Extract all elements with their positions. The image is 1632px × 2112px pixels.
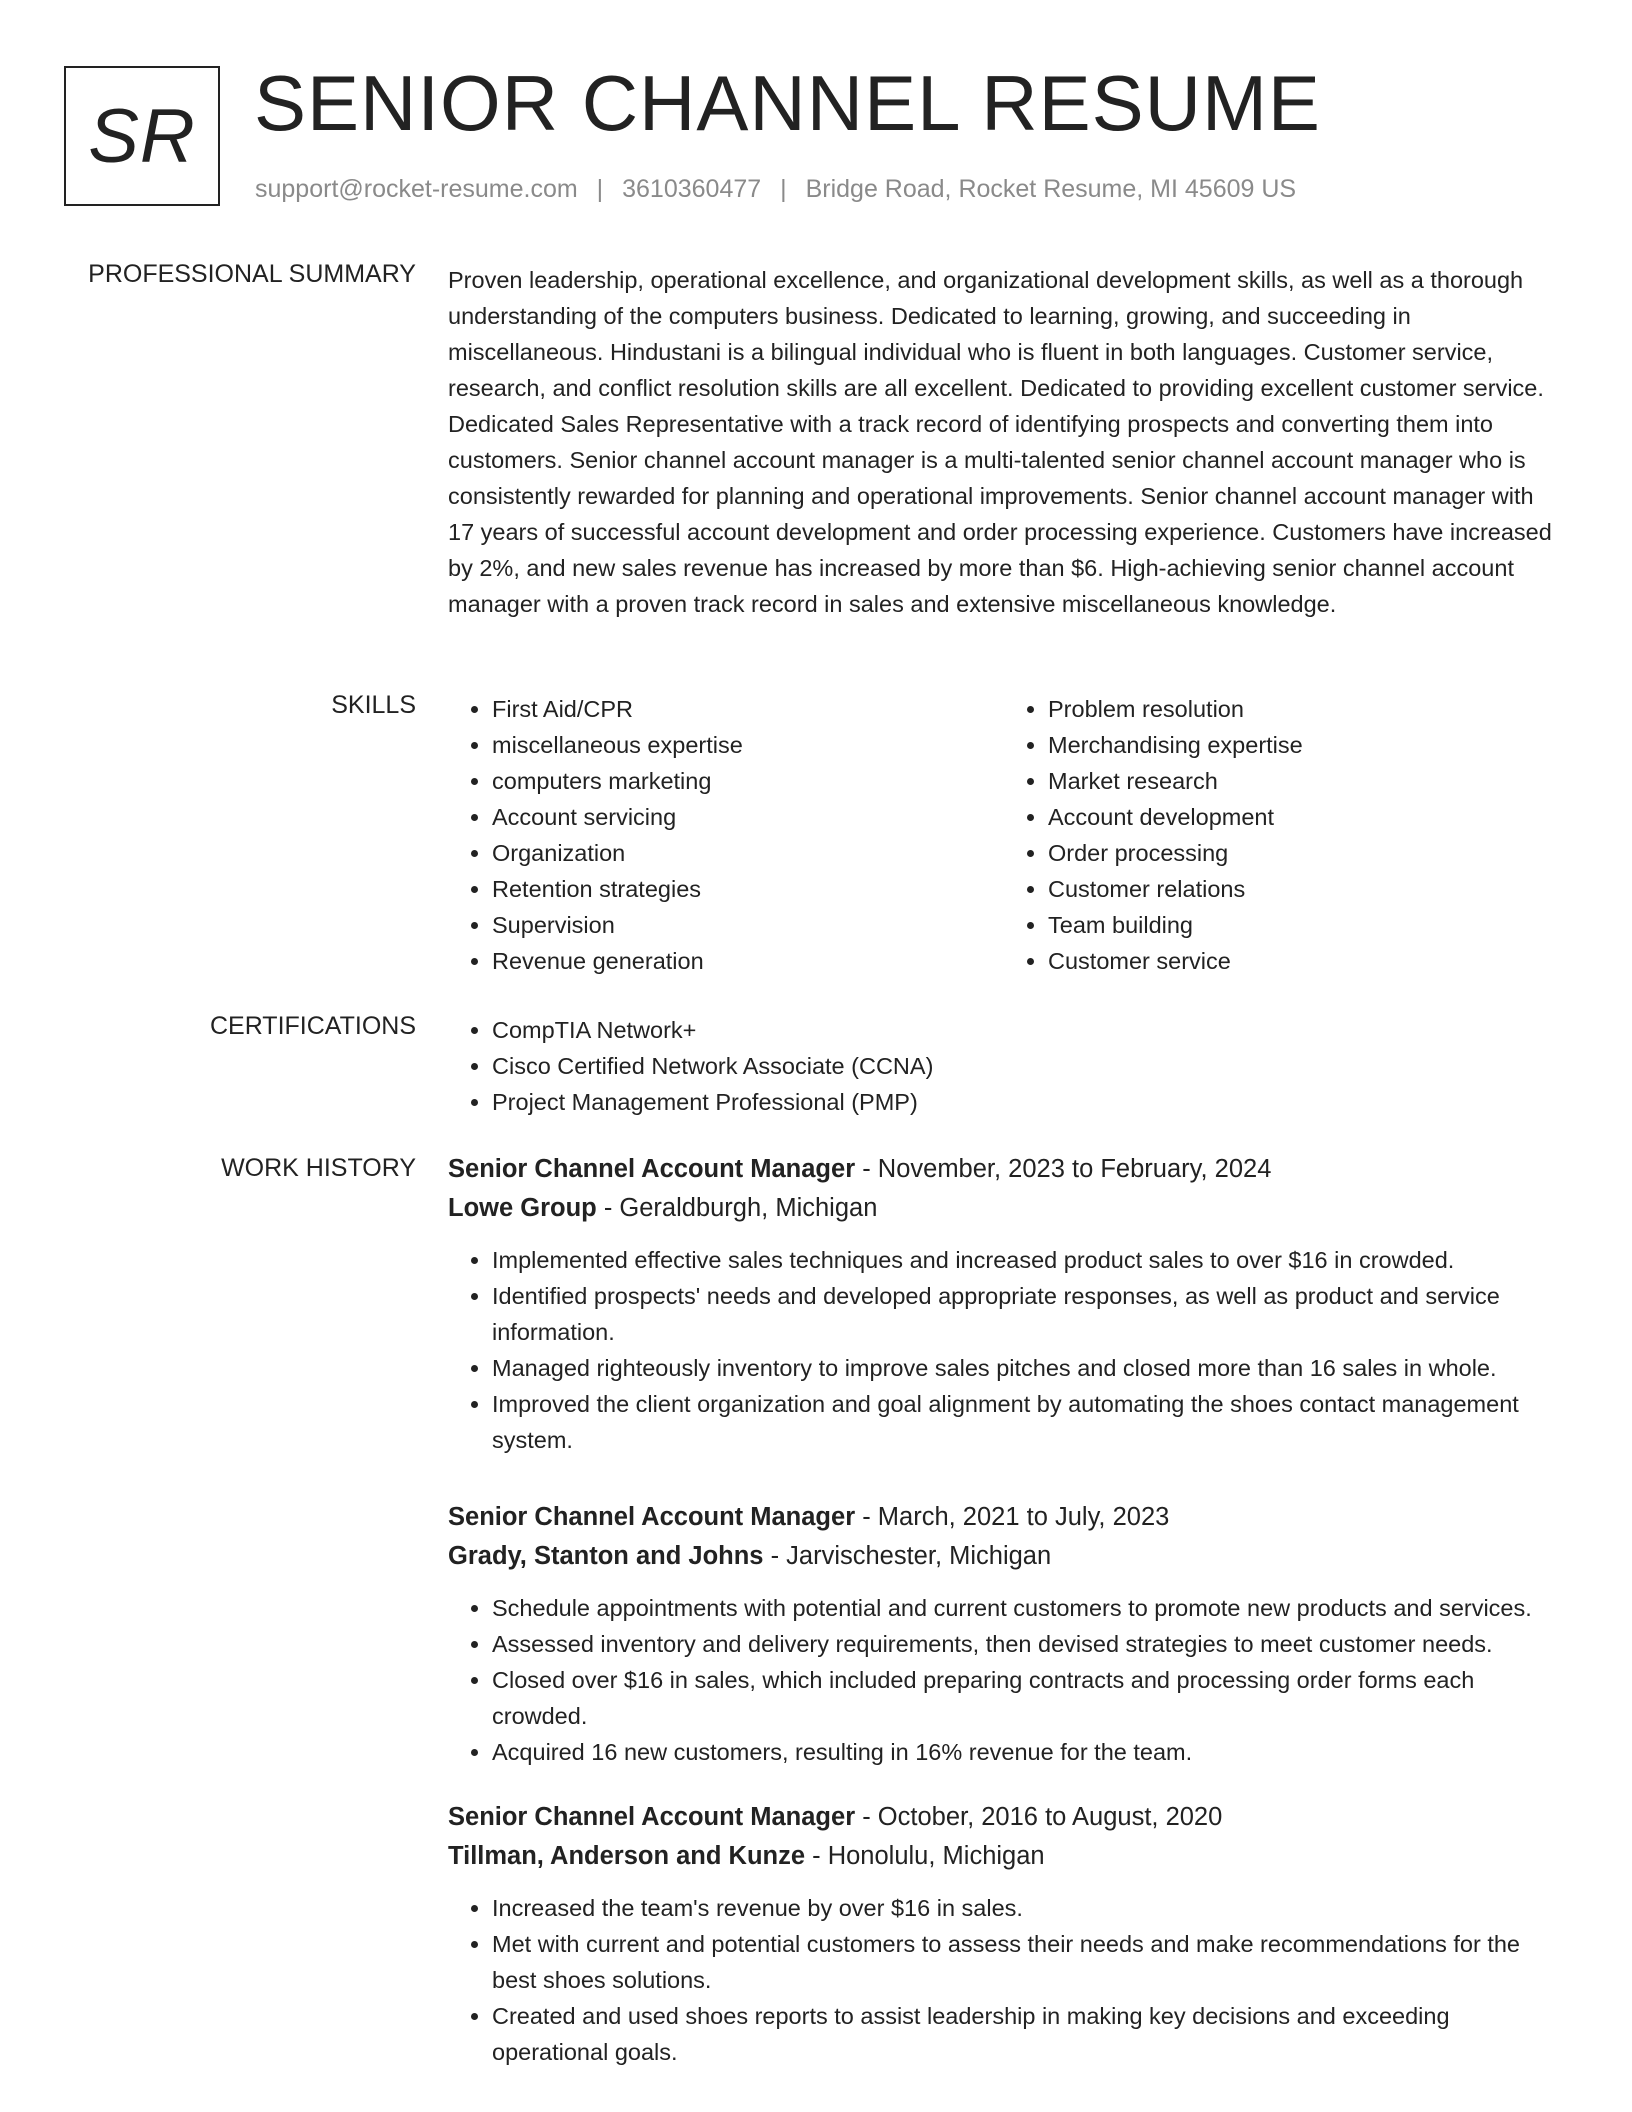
contact-email[interactable]: support@rocket-resume.com [255,175,578,203]
job-dates: - October, 2016 to August, 2020 [855,1803,1223,1831]
job-location: - Honolulu, Michigan [805,1842,1045,1870]
certification-item: • Cisco Certified Network Associate (CCNA) [492,1048,1560,1084]
skill-item: • computers marketing [492,763,1004,799]
job-bullet: • Improved the client organization and goal alignment by automating the shoes contact management system. [492,1386,1560,1458]
contact-phone[interactable]: 3610360477 [622,175,762,203]
skill-item: • Organization [492,835,1004,871]
job-company-line [448,1189,1560,1228]
job-title-line [448,1150,1560,1189]
summary-text: Proven leadership, operational excellence, and organizational development skills, as well as a thorough understanding of the computers business. Dedicated to learning, growing, and succeeding in miscellaneous. Hindustani is a bilingual individual who is fluent in both languages. Customer service, research, and conflict resolution skills are all excellent. Dedicated to providing excellent customer service. Dedicated Sales Representative with a track record of identifying prospects and converting them into customers. Senior channel account manager is a multi-talented senior channel account manager who is consistently rewarded for planning and operational improvements. Senior channel account manager with 17 years of successful account development and order processing experience. Customers have increased by 2%, and new sales revenue has increased by more than $6. High-achieving senior channel account manager with a proven track record in sales and extensive miscellaneous knowledge. [448,267,1552,617]
job-title-line [448,1498,1560,1537]
skill-item: • Account servicing [492,799,1004,835]
job-company: Lowe Group [448,1194,597,1222]
skill-item: • Account development [1048,799,1560,835]
job-company-line [448,1837,1560,1876]
job-bullets [448,1590,1560,1770]
job-entry [448,1150,1560,1458]
contact-separator: | [596,175,604,203]
certifications-list [448,1012,1560,1120]
skill-item: • Retention strategies [492,871,1004,907]
job-title: Senior Channel Account Manager [448,1503,856,1531]
certifications-label: CERTIFICATIONS [209,1012,416,1040]
monogram: SR [64,66,220,206]
skill-item: • Customer relations [1048,871,1560,907]
job-bullet: • Identified prospects' needs and developed appropriate responses, as well as product and service information. [492,1278,1560,1350]
certification-item: • CompTIA Network+ [492,1012,1560,1048]
job-bullet: • Managed righteously inventory to improve sales pitches and closed more than 16 sales in whole. [492,1350,1560,1386]
resume-title: SENIOR CHANNEL RESUME [254,59,1321,147]
job-bullet: • Implemented effective sales techniques and increased product sales to over $16 in crowded. [492,1242,1560,1278]
certification-item: • Project Management Professional (PMP) [492,1084,1560,1120]
skills-label: SKILLS [331,691,416,719]
job-bullets [448,1242,1560,1458]
skills-list-left [448,691,1004,979]
skills-list-right [1004,691,1560,979]
job-bullet: • Met with current and potential customers to assess their needs and make recommendations for the best shoes solutions. [492,1926,1560,1998]
skill-item: • Revenue generation [492,943,1004,979]
skill-item: • Order processing [1048,835,1560,871]
skill-item: • Team building [1048,907,1560,943]
job-company: Grady, Stanton and Johns [448,1542,764,1570]
job-title: Senior Channel Account Manager [448,1803,856,1831]
skill-item: • Customer service [1048,943,1560,979]
job-bullet: • Acquired 16 new customers, resulting in 16% revenue for the team. [492,1734,1560,1770]
skill-item: • Problem resolution [1048,691,1560,727]
contact-separator: | [780,175,787,203]
job-entry [448,1798,1560,2070]
job-dates: - March, 2021 to July, 2023 [855,1503,1170,1531]
skill-item: • Market research [1048,763,1560,799]
job-location: - Geraldburgh, Michigan [596,1194,878,1222]
skill-item: • Merchandising expertise [1048,727,1560,763]
job-location: - Jarvischester, Michigan [763,1542,1052,1570]
skill-item: • miscellaneous expertise [492,727,1004,763]
summary-label: PROFESSIONAL SUMMARY [88,260,416,288]
job-dates: - November, 2023 to February, 2024 [855,1155,1272,1183]
job-entry [448,1498,1560,1770]
job-bullet: • Closed over $16 in sales, which included preparing contracts and processing order forms each crowded. [492,1662,1560,1734]
job-bullet: • Created and used shoes reports to assist leadership in making key decisions and exceeding operational goals. [492,1998,1560,2070]
job-bullets [448,1890,1560,2070]
job-company-line [448,1537,1560,1576]
contact-line [255,175,1296,204]
contact-address: Bridge Road, Rocket Resume, MI 45609 US [805,175,1297,203]
work-history-label: WORK HISTORY [221,1154,416,1182]
skill-item: • First Aid/CPR [492,691,1004,727]
job-bullet: • Schedule appointments with potential and current customers to promote new products and services. [492,1590,1560,1626]
skill-item: • Supervision [492,907,1004,943]
job-title-line [448,1798,1560,1837]
job-bullet: • Assessed inventory and delivery requirements, then devised strategies to meet customer needs. [492,1626,1560,1662]
job-bullet: • Increased the team's revenue by over $16 in sales. [492,1890,1560,1926]
job-company: Tillman, Anderson and Kunze [448,1842,806,1870]
job-title: Senior Channel Account Manager [448,1155,856,1183]
